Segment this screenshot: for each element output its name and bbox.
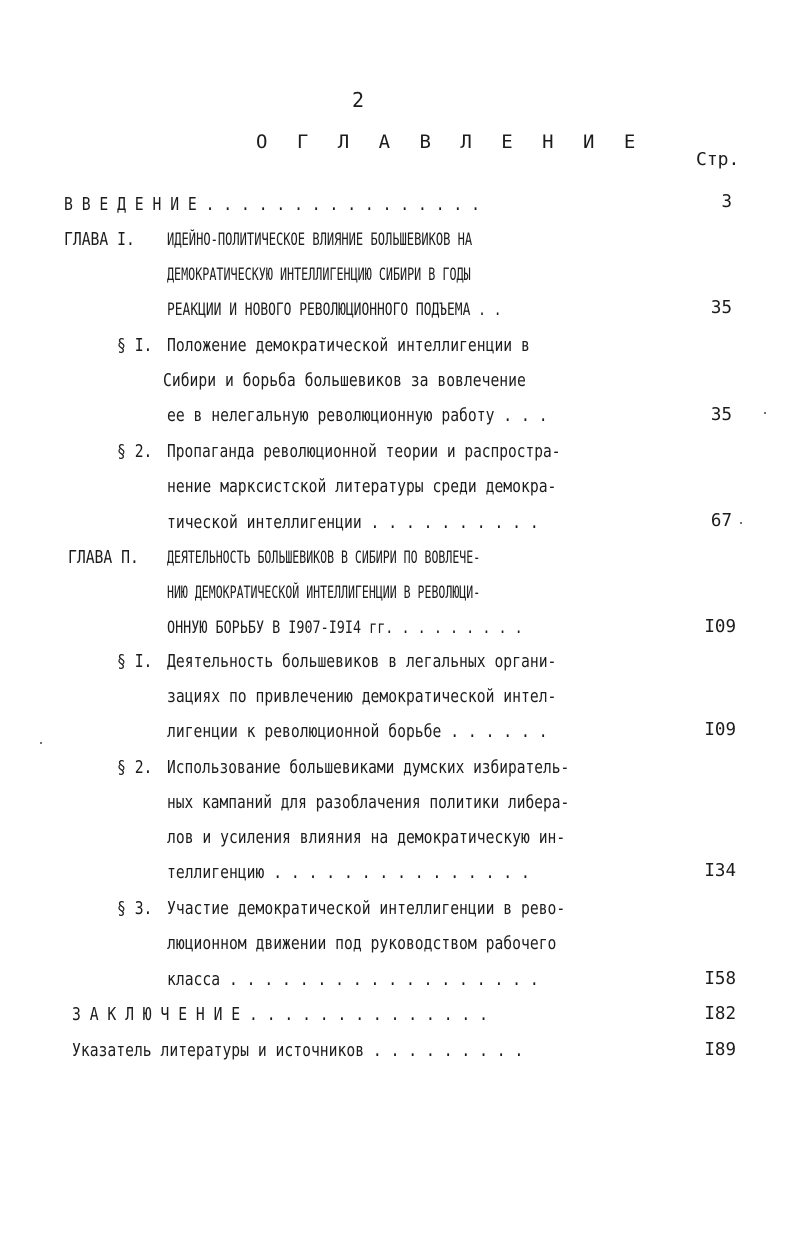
toc-entry-conclusion: З А К Л Ю Ч Е Н И Е . . . . . . . . . . . . . . (72, 1005, 488, 1025)
toc-page-number: I34 (704, 861, 736, 881)
page-column-label: Стр. (696, 149, 740, 170)
toc-line: тической интеллигенции . . . . . . . . . . (167, 513, 539, 533)
toc-line: ОННУЮ БОРЬБУ В I907-I9I4 гг. . . . . . . . . (167, 618, 523, 638)
toc-line: Использование большевиками думских избиратель- (167, 758, 570, 778)
toc-line: РЕАКЦИИ И НОВОГО РЕВОЛЮЦИОННОГО ПОДЪЕМА . . (167, 300, 502, 320)
toc-line: лов и усиления влияния на демократическую ин- (167, 828, 566, 848)
page-number: 2 (352, 88, 365, 112)
toc-line: люционном движении под руководством рабочего (167, 934, 557, 954)
toc-page-number: 3 (721, 192, 732, 212)
toc-line: НИЮ ДЕМОКРАТИЧЕСКОЙ ИНТЕЛЛИГЕНЦИИ В РЕВОЛЮЦИ- (167, 583, 481, 603)
toc-section-label: § 2. (117, 442, 153, 462)
toc-page-number: I09 (704, 617, 736, 637)
toc-line: ИДЕЙНО-ПОЛИТИЧЕСКОЕ ВЛИЯНИЕ БОЛЬШЕВИКОВ НА (167, 230, 473, 250)
toc-line: ных кампаний для разоблачения политики либера- (167, 793, 570, 813)
toc-line: ДЕМОКРАТИЧЕСКУЮ ИНТЕЛЛИГЕНЦИЮ СИБИРИ В ГОДЫ (167, 265, 471, 285)
toc-entry-references: Указатель литературы и источников . . . . . . . . . (72, 1041, 524, 1061)
toc-page-number: 35 (710, 405, 732, 425)
toc-line: лигенции к революционной борьбе . . . . . . (167, 722, 548, 742)
toc-section-label: § I. (117, 652, 153, 672)
toc-page-number: 35 (710, 298, 732, 318)
toc-page-number: I09 (704, 720, 736, 740)
toc-line: Положение демократической интеллигенции в (167, 336, 530, 356)
toc-line: нение марксистской литературы среди демокра- (167, 477, 557, 497)
scan-speck (764, 412, 766, 414)
page-title: О Г Л А В Л Е Н И Е (256, 131, 645, 153)
toc-chapter-label: ГЛАВА I. (64, 230, 135, 250)
toc-line: класса . . . . . . . . . . . . . . . . . . (167, 970, 539, 990)
toc-section-label: § I. (117, 336, 153, 356)
toc-line: ДЕЯТЕЛЬНОСТЬ БОЛЬШЕВИКОВ В СИБИРИ ПО ВОВЛЕЧЕ- (167, 548, 481, 568)
toc-line: Деятельность большевиков в легальных органи- (167, 652, 557, 672)
scan-speck (40, 742, 42, 744)
toc-line: теллигенцию . . . . . . . . . . . . . . . (167, 863, 530, 883)
toc-entry-introduction (64, 195, 559, 215)
toc-page-number: I82 (704, 1004, 736, 1024)
toc-page-number: I89 (704, 1040, 736, 1060)
toc-section-label: § 3. (117, 899, 153, 919)
toc-line: ее в нелегальную революционную работу . . . (167, 406, 548, 426)
toc-line: Пропаганда революционной теории и распростра- (167, 442, 561, 462)
toc-entry-text: В В Е Д Е Н И Е . . . . . . . . . . . . . . . . (64, 195, 480, 215)
scan-speck (740, 522, 742, 524)
toc-line: Сибири и борьба большевиков за вовлечение (163, 371, 526, 391)
toc-page-number: 67 (710, 511, 732, 531)
toc-chapter-label: ГЛАВА П. (68, 548, 139, 568)
toc-page-number: I58 (704, 969, 736, 989)
toc-line: Участие демократической интеллигенции в рево- (167, 899, 566, 919)
toc-section-label: § 2. (117, 758, 153, 778)
toc-line: зациях по привлечению демократической интел- (167, 687, 557, 707)
